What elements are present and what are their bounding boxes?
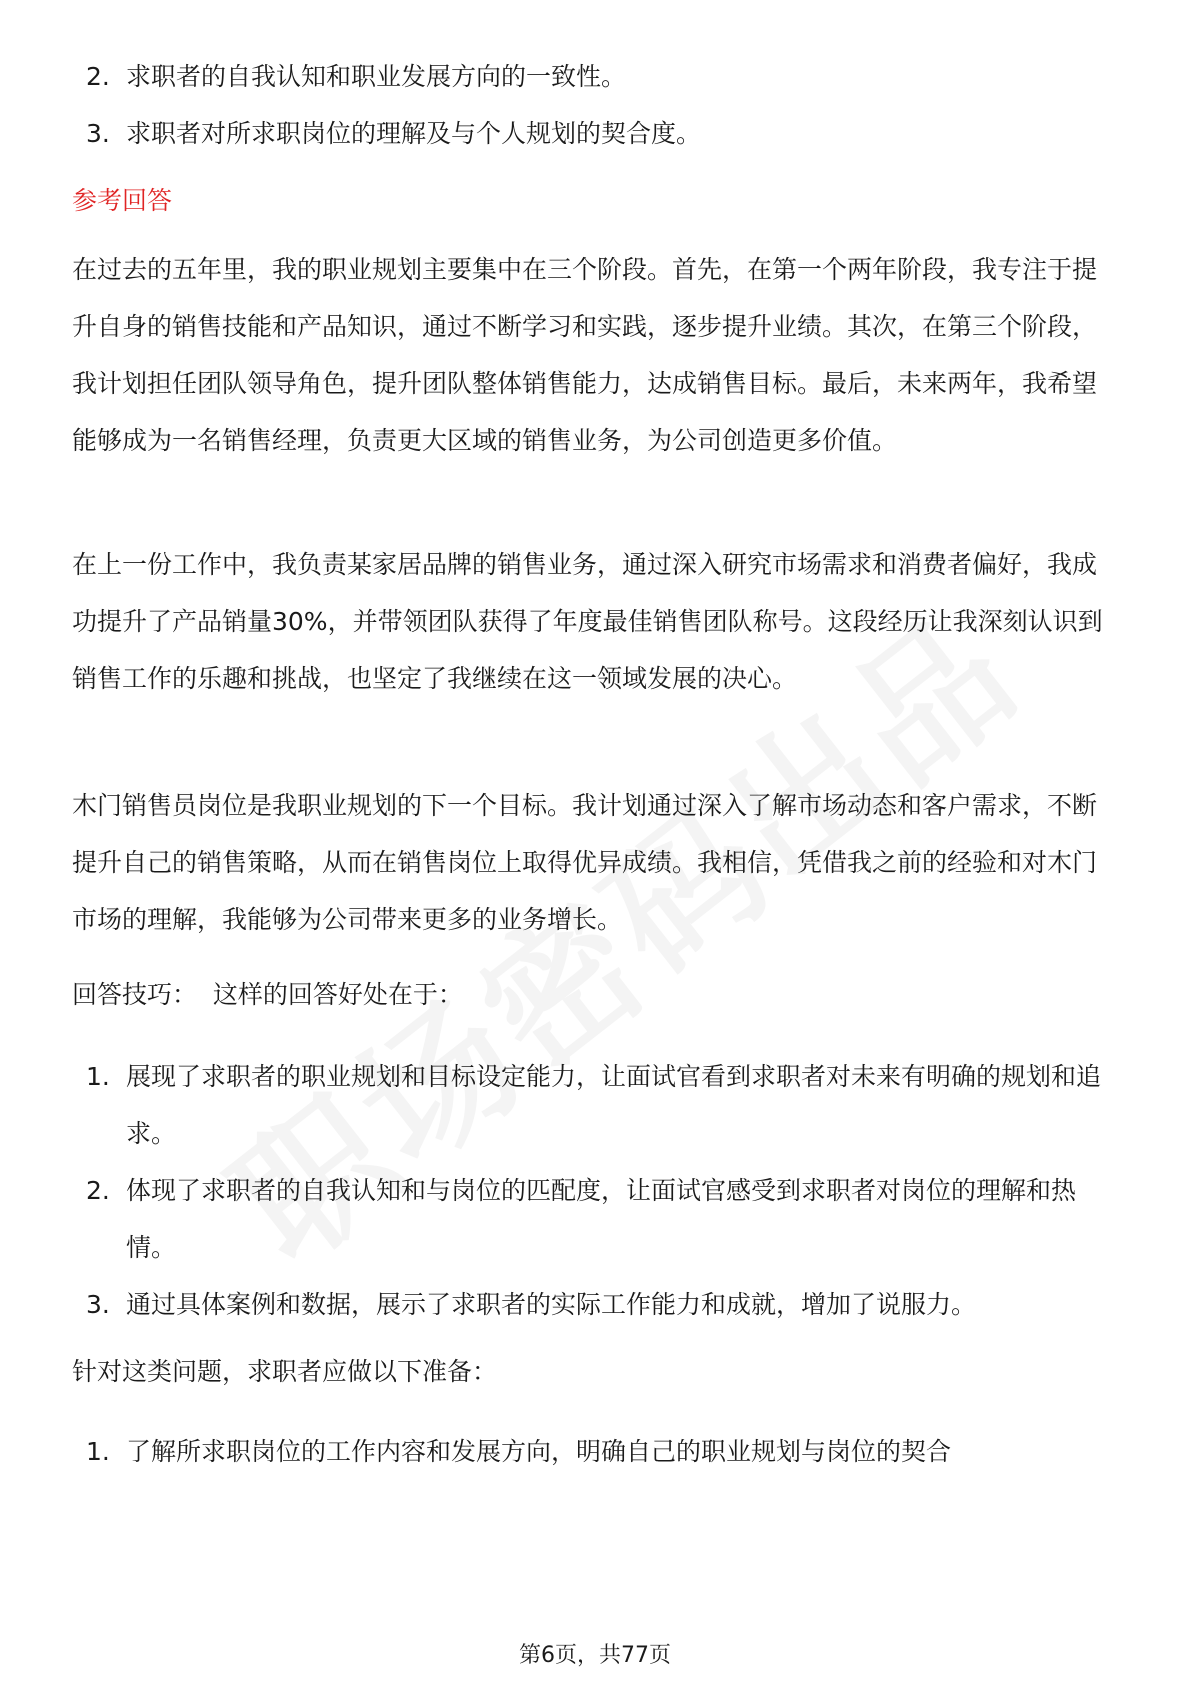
list-item xyxy=(72,105,1118,162)
list-text: 求职者对所求职岗位的理解及与个人规划的契合度。 xyxy=(126,119,702,148)
top-list xyxy=(72,48,1118,162)
list-number: 3. xyxy=(86,119,110,148)
list-item xyxy=(72,1276,1118,1333)
reference-answer-heading: 参考回答 xyxy=(72,186,173,215)
answer-paragraph: 木门销售员岗位是我职业规划的下一个目标。我计划通过深入了解市场动态和客户需求，不断提升自己的销售策略，从而在销售岗位上取得优异成绩。我相信，凭借我之前的经验和对木门市场的理解，我能够为公司带来更多的业务增长。 xyxy=(72,791,1098,934)
page-footer: 第6页，共77页 xyxy=(519,1643,671,1668)
list-number: 1. xyxy=(86,1062,110,1091)
tips-list xyxy=(72,1048,1118,1333)
list-text: 了解所求职岗位的工作内容和发展方向，明确自己的职业规划与岗位的契合 xyxy=(126,1437,952,1466)
list-number: 2. xyxy=(86,1176,110,1205)
list-text: 展现了求职者的职业规划和目标设定能力，让面试官看到求职者对未来有明确的规划和追求。 xyxy=(126,1062,1102,1148)
list-number: 3. xyxy=(86,1290,110,1319)
list-text: 通过具体案例和数据，展示了求职者的实际工作能力和成就，增加了说服力。 xyxy=(126,1290,977,1319)
list-number: 2. xyxy=(86,62,110,91)
prep-intro: 针对这类问题，求职者应做以下准备： xyxy=(72,1357,498,1386)
list-text: 求职者的自我认知和职业发展方向的一致性。 xyxy=(126,62,627,91)
list-item xyxy=(72,1048,1118,1162)
list-number: 1. xyxy=(86,1437,110,1466)
list-text: 体现了求职者的自我认知和与岗位的匹配度，让面试官感受到求职者对岗位的理解和热情。 xyxy=(126,1176,1077,1262)
answer-paragraph: 在过去的五年里，我的职业规划主要集中在三个阶段。首先，在第一个两年阶段，我专注于提升自身的销售技能和产品知识，通过不断学习和实践，逐步提升业绩。其次，在第三个阶段，我计划担任团队领导角色，提升团队整体销售能力，达成销售目标。最后，未来两年，我希望能够成为一名销售经理，负责更大区域的销售业务，为公司创造更多价值。 xyxy=(72,255,1098,455)
answer-paragraph: 在上一份工作中，我负责某家居品牌的销售业务，通过深入研究市场需求和消费者偏好，我成功提升了产品销量30%，并带领团队获得了年度最佳销售团队称号。这段经历让我深刻认识到销售工作的乐趣和挑战，也坚定了我继续在这一领域发展的决心。 xyxy=(72,550,1103,693)
list-item xyxy=(72,1423,1118,1480)
prep-list xyxy=(72,1423,1118,1480)
list-item xyxy=(72,1162,1118,1276)
tips-intro: 回答技巧： 这样的回答好处在于： xyxy=(72,980,463,1009)
list-item xyxy=(72,48,1118,105)
